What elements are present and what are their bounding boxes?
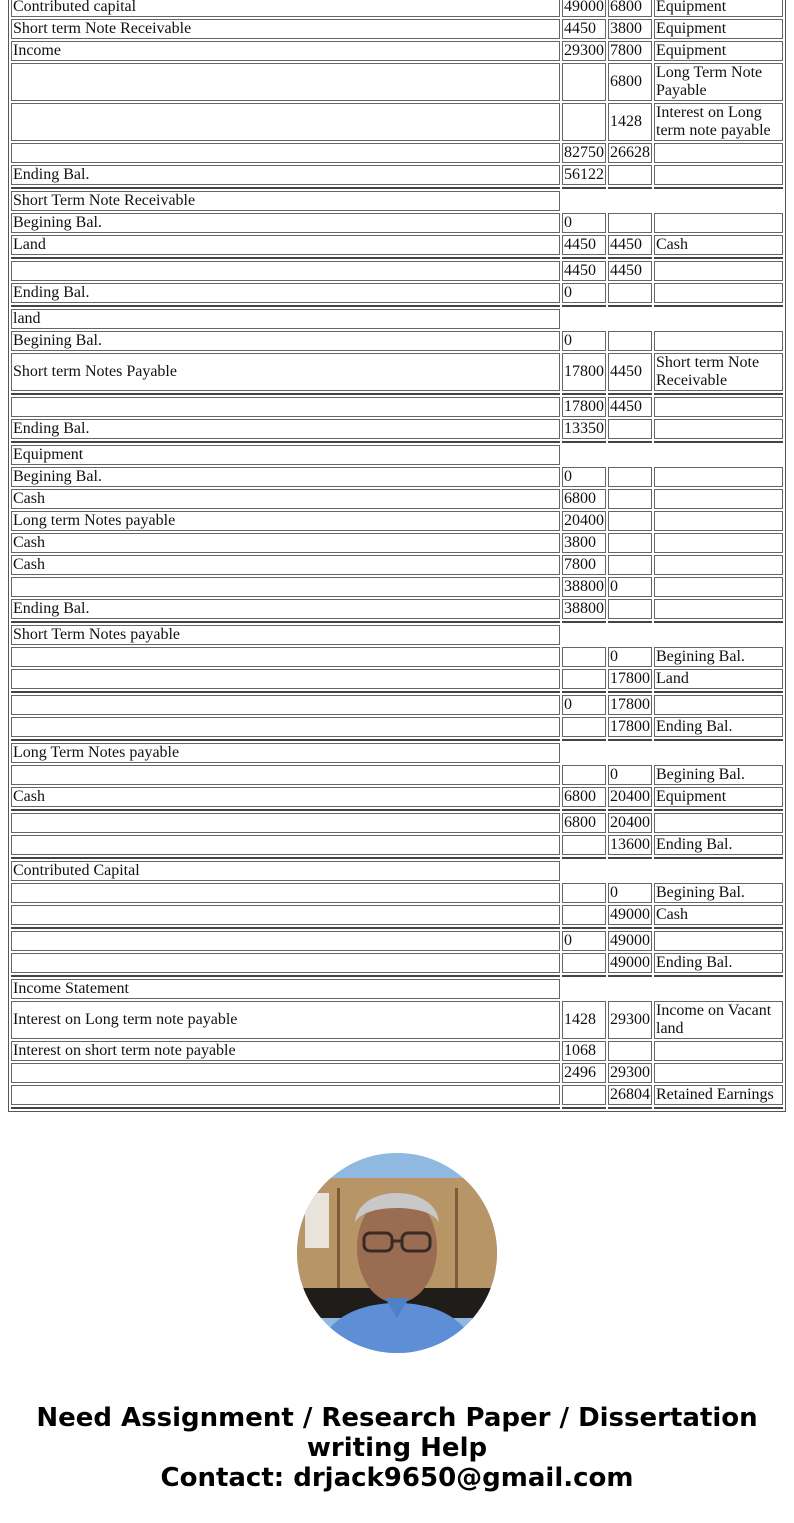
- portrait-image-icon: [297, 1153, 497, 1353]
- contra-account-cell: Equipment: [654, 41, 783, 61]
- account-name-cell: Short term Notes Payable: [11, 353, 560, 391]
- credit-amount-cell: 49000: [610, 906, 650, 923]
- rule-separator: [11, 857, 783, 859]
- account-title: Contributed Capital: [11, 861, 560, 881]
- rule-separator: [11, 927, 783, 929]
- credit-amount-cell: 17800: [610, 718, 650, 735]
- account-title: Income Statement: [11, 979, 560, 999]
- debit-amount-cell: [562, 647, 606, 667]
- account-title-row: [11, 191, 783, 211]
- rule-separator: [11, 393, 783, 395]
- debit-amount-cell: [562, 103, 606, 141]
- blank-cell: [562, 861, 783, 881]
- account-name-cell: [11, 953, 560, 973]
- rule-line: [562, 857, 606, 859]
- rule-line: [608, 305, 652, 307]
- debit-amount-cell: 1428: [562, 1001, 606, 1039]
- blank-cell: [562, 979, 783, 999]
- rule-line: [608, 393, 652, 395]
- credit-amount-cell: 0: [608, 765, 652, 785]
- account-name-cell: [11, 717, 560, 737]
- contra-account-cell: Short term Note Receivable: [654, 353, 783, 391]
- ledger-row: [11, 555, 783, 575]
- debit-amount-cell: [562, 953, 606, 973]
- ledger-body: [11, 0, 783, 1109]
- contra-account-cell: Begining Bal.: [654, 883, 783, 903]
- credit-amount-cell: 4450: [608, 235, 652, 255]
- account-name-cell: [11, 695, 560, 715]
- ledger-row: [11, 419, 783, 439]
- ledger-row: [11, 695, 783, 715]
- credit-amount-cell: 6800: [608, 0, 652, 17]
- rule-line: [608, 1107, 652, 1109]
- debit-amount-cell: [562, 717, 606, 737]
- debit-amount-cell: 29300: [564, 42, 604, 59]
- account-title: Short Term Notes payable: [11, 625, 560, 645]
- debit-amount-cell: [562, 905, 606, 925]
- ledger-row: [11, 283, 783, 303]
- debit-amount-cell: 3800: [562, 533, 606, 553]
- account-name-cell: Ending Bal.: [11, 599, 560, 619]
- credit-amount-cell: [608, 213, 652, 233]
- debit-amount-cell: 20400: [564, 512, 604, 529]
- rule-line: [654, 927, 783, 929]
- account-name-cell: [11, 765, 560, 785]
- rule-line: [11, 691, 560, 693]
- ledger-row: [11, 261, 783, 281]
- contra-account-cell: Ending Bal.: [654, 717, 783, 737]
- contra-account-cell: [654, 261, 783, 281]
- rule-separator: [11, 305, 783, 307]
- rule-line: [11, 305, 560, 307]
- contra-account-cell: Land: [654, 669, 783, 689]
- credit-amount-cell: 0: [608, 883, 652, 903]
- rule-line: [608, 927, 652, 929]
- account-title-row: [11, 309, 783, 329]
- ledger-row: [11, 577, 783, 597]
- contra-account-cell: Retained Earnings: [654, 1085, 783, 1105]
- account-name-cell: [11, 647, 560, 667]
- account-name-cell: [11, 103, 560, 141]
- rule-separator: [11, 257, 783, 259]
- ledger-row: [11, 787, 783, 807]
- debit-amount-cell: 0: [562, 467, 606, 487]
- rule-line: [654, 975, 783, 977]
- contra-account-cell: [654, 283, 783, 303]
- account-title: Short Term Note Receivable: [11, 191, 560, 211]
- credit-amount-cell: 1428: [608, 103, 652, 141]
- rule-separator: [11, 1107, 783, 1109]
- debit-amount-cell: [562, 669, 606, 689]
- blank-cell: [562, 625, 783, 645]
- rule-separator: [11, 621, 783, 623]
- ledger-row: [11, 63, 783, 101]
- blank-cell: [562, 191, 783, 211]
- credit-amount-cell: 0: [608, 577, 652, 597]
- credit-amount-cell: 29300: [608, 1001, 652, 1039]
- debit-amount-cell: 4450: [562, 261, 606, 281]
- rule-line: [562, 393, 606, 395]
- ledger-row: [11, 1041, 783, 1061]
- debit-amount-cell: [562, 765, 606, 785]
- account-name-cell: Cash: [11, 787, 560, 807]
- debit-amount-cell: 17800: [564, 398, 604, 415]
- credit-amount-cell: 20400: [610, 788, 650, 805]
- rule-line: [11, 621, 560, 623]
- rule-line: [562, 809, 606, 811]
- contra-account-cell: Cash: [654, 905, 783, 925]
- contra-account-cell: Cash: [654, 235, 783, 255]
- contra-account-cell: [654, 489, 783, 509]
- credit-amount-cell: [608, 331, 652, 351]
- rule-line: [654, 857, 783, 859]
- credit-amount-cell: 17800: [610, 670, 650, 687]
- contra-account-cell: [654, 1041, 783, 1061]
- ledger-row: [11, 931, 783, 951]
- account-name-cell: Interest on short term note payable: [11, 1041, 560, 1061]
- rule-separator: [11, 739, 783, 741]
- rule-line: [608, 739, 652, 741]
- ledger-container: [8, 0, 786, 1112]
- credit-amount-cell: [608, 599, 652, 619]
- debit-amount-cell: 0: [562, 931, 606, 951]
- account-name-cell: [11, 63, 560, 101]
- debit-amount-cell: 6800: [562, 787, 606, 807]
- debit-amount-cell: 13350: [564, 420, 604, 437]
- rule-line: [562, 441, 606, 443]
- account-name-cell: Cash: [11, 489, 560, 509]
- ledger-row: [11, 143, 783, 163]
- rule-line: [608, 857, 652, 859]
- ledger-row: [11, 0, 783, 17]
- account-name-cell: Short term Note Receivable: [11, 19, 560, 39]
- rule-line: [562, 975, 606, 977]
- rule-line: [11, 257, 560, 259]
- contra-account-cell: Begining Bal.: [654, 647, 783, 667]
- rule-line: [11, 441, 560, 443]
- rule-line: [11, 975, 560, 977]
- rule-line: [654, 1107, 783, 1109]
- debit-amount-cell: 82750: [564, 144, 604, 161]
- ledger-row: [11, 1085, 783, 1105]
- account-name-cell: Land: [11, 235, 560, 255]
- credit-amount-cell: [608, 165, 652, 185]
- rule-line: [562, 305, 606, 307]
- account-name-cell: [11, 1063, 560, 1083]
- account-title-row: [11, 445, 783, 465]
- debit-amount-cell: 49000: [562, 0, 606, 17]
- ledger-row: [11, 19, 783, 39]
- account-title: Long Term Notes payable: [11, 743, 560, 763]
- ledger-row: [11, 397, 783, 417]
- account-name-cell: Ending Bal.: [11, 419, 560, 439]
- credit-amount-cell: 49000: [610, 932, 650, 949]
- contra-account-cell: [654, 331, 783, 351]
- account-name-cell: [11, 905, 560, 925]
- rule-line: [11, 1107, 560, 1109]
- rule-line: [11, 857, 560, 859]
- blank-cell: [562, 309, 783, 329]
- contra-account-cell: [654, 419, 783, 439]
- ledger-row: [11, 1001, 783, 1039]
- credit-amount-cell: [608, 555, 652, 575]
- credit-amount-cell: [608, 1041, 652, 1061]
- account-name-cell: Interest on Long term note payable: [11, 1001, 560, 1039]
- rule-line: [608, 809, 652, 811]
- credit-amount-cell: 0: [608, 647, 652, 667]
- account-name-cell: Begining Bal.: [11, 213, 560, 233]
- ledger-row: [11, 1063, 783, 1083]
- account-name-cell: [11, 835, 560, 855]
- credit-amount-cell: 29300: [610, 1064, 650, 1081]
- credit-amount-cell: 7800: [608, 41, 652, 61]
- contra-account-cell: [654, 577, 783, 597]
- rule-line: [11, 927, 560, 929]
- credit-amount-cell: [608, 511, 652, 531]
- contra-account-cell: [654, 813, 783, 833]
- credit-amount-cell: 4450: [608, 353, 652, 391]
- account-name-cell: [11, 931, 560, 951]
- contra-account-cell: [654, 599, 783, 619]
- debit-amount-cell: 4450: [562, 19, 606, 39]
- ledger-row: [11, 599, 783, 619]
- ledger-row: [11, 669, 783, 689]
- rule-line: [11, 187, 560, 189]
- rule-line: [562, 691, 606, 693]
- account-name-cell: [11, 397, 560, 417]
- contra-account-cell: Begining Bal.: [654, 765, 783, 785]
- account-name-cell: Contributed capital: [11, 0, 560, 17]
- contra-account-cell: [654, 931, 783, 951]
- rule-line: [11, 739, 560, 741]
- debit-amount-cell: 38800: [564, 578, 604, 595]
- account-name-cell: [11, 813, 560, 833]
- rule-line: [654, 691, 783, 693]
- contra-account-cell: [654, 511, 783, 531]
- rule-line: [562, 1107, 606, 1109]
- rule-line: [654, 621, 783, 623]
- contra-account-cell: [654, 213, 783, 233]
- rule-line: [608, 441, 652, 443]
- account-title: Equipment: [11, 445, 560, 465]
- rule-line: [608, 187, 652, 189]
- rule-line: [11, 809, 560, 811]
- debit-amount-cell: 38800: [564, 600, 604, 617]
- rule-line: [654, 257, 783, 259]
- ledger-row: [11, 511, 783, 531]
- contra-account-cell: Equipment: [654, 0, 783, 17]
- rule-line: [562, 621, 606, 623]
- rule-separator: [11, 441, 783, 443]
- account-name-cell: Income: [11, 41, 560, 61]
- ledger-row: [11, 647, 783, 667]
- rule-line: [654, 187, 783, 189]
- credit-amount-cell: [608, 489, 652, 509]
- rule-separator: [11, 809, 783, 811]
- author-avatar: [297, 1153, 497, 1353]
- contra-account-cell: [654, 1063, 783, 1083]
- debit-amount-cell: [562, 63, 606, 101]
- contra-account-cell: [654, 695, 783, 715]
- account-name-cell: Long term Notes payable: [11, 511, 560, 531]
- promo-line-1: Need Assignment / Research Paper / Dissertation: [36, 1403, 758, 1433]
- contra-account-cell: [654, 555, 783, 575]
- debit-amount-cell: 0: [562, 213, 606, 233]
- contra-account-cell: [654, 165, 783, 185]
- credit-amount-cell: 26804: [610, 1086, 650, 1103]
- account-name-cell: Ending Bal.: [11, 283, 560, 303]
- credit-amount-cell: 26628: [610, 144, 650, 161]
- rule-line: [608, 975, 652, 977]
- account-title: land: [11, 309, 560, 329]
- ledger-row: [11, 331, 783, 351]
- account-name-cell: Begining Bal.: [11, 331, 560, 351]
- debit-amount-cell: [562, 1085, 606, 1105]
- rule-line: [654, 739, 783, 741]
- rule-separator: [11, 691, 783, 693]
- account-name-cell: [11, 1085, 560, 1105]
- contra-account-cell: [654, 397, 783, 417]
- promo-contact-email: Contact: drjack9650@gmail.com: [160, 1463, 634, 1493]
- rule-line: [562, 187, 606, 189]
- account-title-row: [11, 861, 783, 881]
- credit-amount-cell: 49000: [610, 954, 650, 971]
- credit-amount-cell: 13600: [610, 836, 650, 853]
- ledger-row: [11, 467, 783, 487]
- rule-line: [654, 441, 783, 443]
- ledger-row: [11, 489, 783, 509]
- rule-line: [608, 691, 652, 693]
- rule-line: [608, 621, 652, 623]
- account-name-cell: Cash: [11, 533, 560, 553]
- debit-amount-cell: 6800: [562, 489, 606, 509]
- ledger-row: [11, 353, 783, 391]
- account-name-cell: Ending Bal.: [11, 165, 560, 185]
- ledger-row: [11, 213, 783, 233]
- contra-account-cell: [654, 533, 783, 553]
- blank-cell: [562, 743, 783, 763]
- account-name-cell: [11, 669, 560, 689]
- ledger-row: [11, 103, 783, 141]
- account-title-row: [11, 625, 783, 645]
- ledger-row: [11, 905, 783, 925]
- account-title-row: [11, 979, 783, 999]
- account-name-cell: Cash: [11, 555, 560, 575]
- rule-separator: [11, 975, 783, 977]
- credit-amount-cell: [608, 533, 652, 553]
- rule-line: [11, 393, 560, 395]
- account-name-cell: [11, 577, 560, 597]
- credit-amount-cell: 4450: [608, 397, 652, 417]
- rule-line: [654, 809, 783, 811]
- debit-amount-cell: 6800: [562, 813, 606, 833]
- contra-account-cell: Equipment: [654, 19, 783, 39]
- debit-amount-cell: 0: [562, 331, 606, 351]
- ledger-row: [11, 835, 783, 855]
- blank-cell: [562, 445, 783, 465]
- account-title-row: [11, 743, 783, 763]
- ledger-row: [11, 953, 783, 973]
- contra-account-cell: Income on Vacant land: [654, 1001, 783, 1039]
- debit-amount-cell: 56122: [564, 166, 604, 183]
- contra-account-cell: [654, 143, 783, 163]
- rule-line: [654, 393, 783, 395]
- credit-amount-cell: 6800: [608, 63, 652, 101]
- debit-amount-cell: 0: [562, 283, 606, 303]
- debit-amount-cell: 2496: [562, 1063, 606, 1083]
- debit-amount-cell: 1068: [562, 1041, 606, 1061]
- account-name-cell: [11, 143, 560, 163]
- ledger-row: [11, 765, 783, 785]
- debit-amount-cell: [562, 835, 606, 855]
- debit-amount-cell: 7800: [562, 555, 606, 575]
- account-name-cell: Begining Bal.: [11, 467, 560, 487]
- ledger-row: [11, 235, 783, 255]
- contra-account-cell: Long Term Note Payable: [654, 63, 783, 101]
- t-account-ledger-table: [8, 0, 786, 1112]
- ledger-row: [11, 41, 783, 61]
- contra-account-cell: Ending Bal.: [654, 953, 783, 973]
- credit-amount-cell: 20400: [610, 814, 650, 831]
- rule-line: [654, 305, 783, 307]
- debit-amount-cell: 4450: [562, 235, 606, 255]
- debit-amount-cell: 0: [562, 695, 606, 715]
- contra-account-cell: Equipment: [654, 787, 783, 807]
- ledger-row: [11, 813, 783, 833]
- debit-amount-cell: 17800: [562, 353, 606, 391]
- rule-line: [562, 739, 606, 741]
- rule-line: [608, 257, 652, 259]
- credit-amount-cell: [608, 419, 652, 439]
- contra-account-cell: [654, 467, 783, 487]
- ledger-row: [11, 533, 783, 553]
- credit-amount-cell: 3800: [608, 19, 652, 39]
- credit-amount-cell: [608, 283, 652, 303]
- debit-amount-cell: [562, 883, 606, 903]
- account-name-cell: [11, 261, 560, 281]
- credit-amount-cell: 4450: [608, 261, 652, 281]
- contra-account-cell: Ending Bal.: [654, 835, 783, 855]
- ledger-row: [11, 883, 783, 903]
- contra-account-cell: Interest on Long term note payable: [654, 103, 783, 141]
- account-name-cell: [11, 883, 560, 903]
- credit-amount-cell: 17800: [610, 696, 650, 713]
- rule-separator: [11, 187, 783, 189]
- ledger-row: [11, 717, 783, 737]
- rule-line: [562, 927, 606, 929]
- contact-promo-text: [0, 1403, 794, 1493]
- promo-line-2: writing Help: [306, 1433, 488, 1463]
- credit-amount-cell: [608, 467, 652, 487]
- rule-line: [562, 257, 606, 259]
- ledger-row: [11, 165, 783, 185]
